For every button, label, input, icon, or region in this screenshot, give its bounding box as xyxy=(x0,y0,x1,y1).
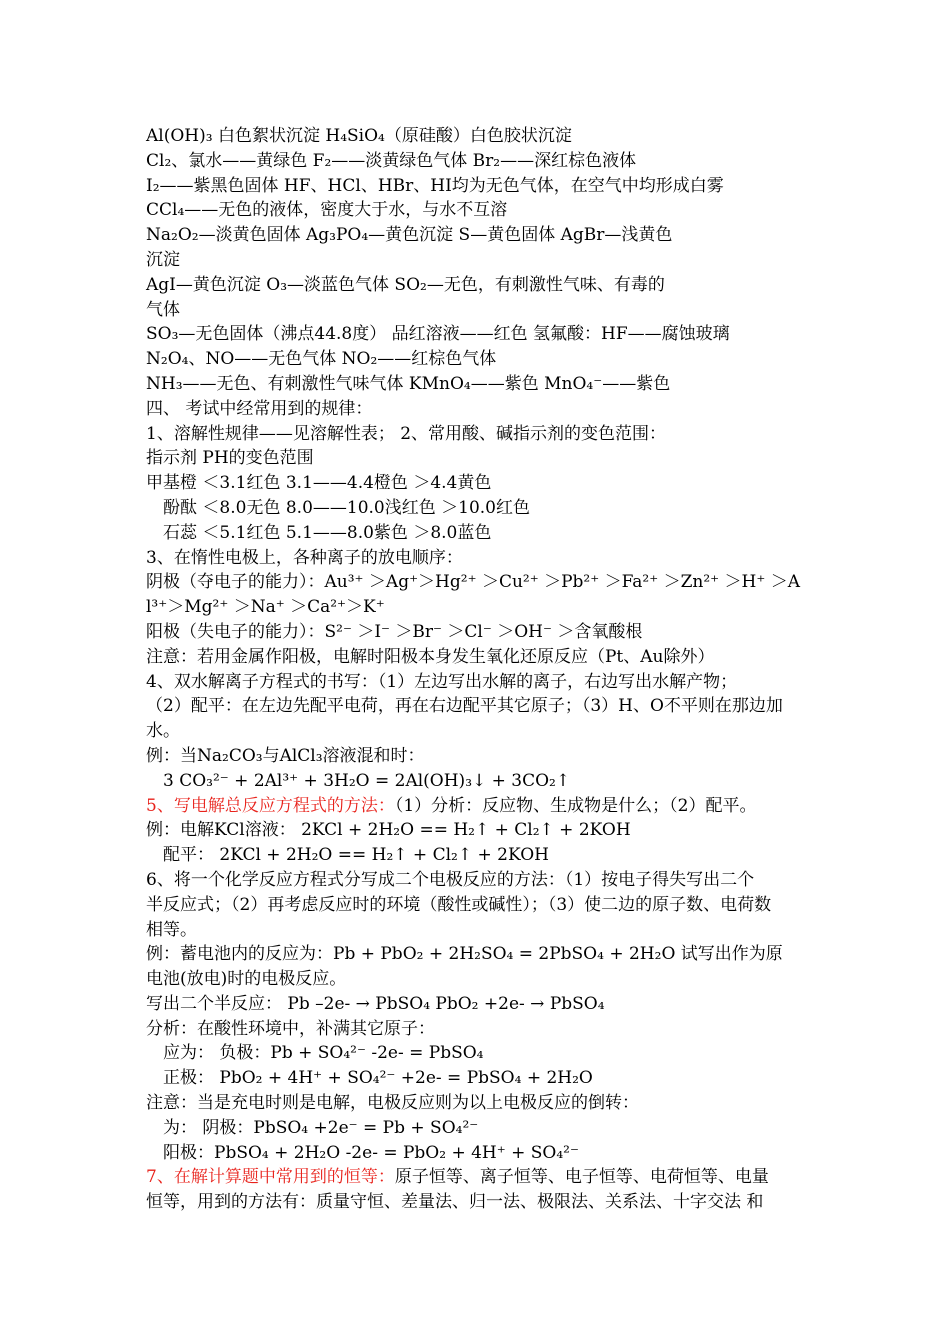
text-line xyxy=(146,546,816,571)
text-line xyxy=(146,992,816,1017)
line-text: 写出二个半反应： Pb –2e- → PbSO₄ PbO₂ +2e- → PbSO₄ xyxy=(146,993,605,1014)
text-line xyxy=(146,843,816,868)
text-line xyxy=(146,298,816,323)
text-line xyxy=(146,794,816,819)
text-line xyxy=(146,174,816,199)
text-line xyxy=(146,645,816,670)
line-text: CCl₄——无色的液体，密度大于水，与水不互溶 xyxy=(146,200,508,221)
text-line xyxy=(146,1041,816,1066)
text-line xyxy=(146,124,816,149)
section-heading: 5、写电解总反应方程式的方法： xyxy=(146,795,395,816)
line-text: Al(OH)₃ 白色絮状沉淀 H₄SiO₄（原硅酸）白色胶状沉淀 xyxy=(146,126,572,146)
line-text: NH₃——无色、有刺激性气味气体 KMnO₄——紫色 MnO₄⁻——紫色 xyxy=(146,373,671,394)
line-text: l³⁺＞Mg²⁺ ＞Na⁺ ＞Ca²⁺＞K⁺ xyxy=(146,597,385,618)
line-text: 甲基橙 ＜3.1红色 3.1——4.4橙色 ＞4.4黄色 xyxy=(146,473,492,494)
text-line xyxy=(146,149,816,174)
line-text: 3、在惰性电极上，各种离子的放电顺序： xyxy=(146,547,463,568)
text-line xyxy=(146,1165,816,1190)
line-text: 例：蓄电池内的反应为：Pb + PbO₂ + 2H₂SO₄ = 2PbSO₄ + 2H₂O 试写出作为原 xyxy=(146,944,783,965)
line-text: 石蕊 ＜5.1红色 5.1——8.0紫色 ＞8.0蓝色 xyxy=(163,522,492,543)
line-text: 四、 考试中经常用到的规律： xyxy=(146,398,373,419)
text-line xyxy=(146,273,816,298)
text-line xyxy=(146,521,816,546)
line-text: 指示剂 PH的变色范围 xyxy=(146,448,314,469)
document-body xyxy=(146,124,816,1215)
text-line xyxy=(146,670,816,695)
line-text: 水。 xyxy=(146,721,180,742)
text-line xyxy=(146,595,816,620)
line-text: （1）分析：反应物、生成物是什么；（2）配平。 xyxy=(394,795,757,816)
line-text: Cl₂、氯水——黄绿色 F₂——淡黄绿色气体 Br₂——深红棕色液体 xyxy=(146,150,637,171)
line-text: 4、双水解离子方程式的书写：（1）左边写出水解的离子，右边写出水解产物； xyxy=(146,671,738,692)
text-line xyxy=(146,223,816,248)
line-text: 正极： PbO₂ + 4H⁺ + SO₄²⁻ +2e- = PbSO₄ + 2H₂O xyxy=(163,1068,593,1089)
text-line xyxy=(146,818,816,843)
line-text: 注意：当是充电时则是电解，电极反应则为以上电极反应的倒转： xyxy=(146,1093,639,1114)
text-line xyxy=(146,868,816,893)
line-text: 酚酞 ＜8.0无色 8.0——10.0浅红色 ＞10.0红色 xyxy=(163,497,530,518)
text-line xyxy=(146,942,816,967)
text-line xyxy=(146,347,816,372)
text-line xyxy=(146,744,816,769)
text-line xyxy=(146,248,816,273)
text-line xyxy=(146,918,816,943)
line-text: I₂——紫黑色固体 HF、HCl、HBr、HI均为无色气体，在空气中均形成白雾 xyxy=(146,175,724,196)
text-line xyxy=(146,471,816,496)
text-line xyxy=(146,1190,816,1215)
text-line xyxy=(146,620,816,645)
text-line xyxy=(146,446,816,471)
line-text: 1、溶解性规律——见溶解性表； 2、常用酸、碱指示剂的变色范围： xyxy=(146,423,667,444)
line-text: 原子恒等、离子恒等、电子恒等、电荷恒等、电量 xyxy=(394,1167,769,1188)
line-text: 例：当Na₂CO₃与AlCl₃溶液混和时： xyxy=(146,745,425,766)
line-text: 3 CO₃²⁻ + 2Al³⁺ + 3H₂O = 2Al(OH)₃↓ + 3CO₂↑ xyxy=(163,770,571,791)
text-line xyxy=(146,694,816,719)
line-text: 阴极（夺电子的能力）：Au³⁺ ＞Ag⁺＞Hg²⁺ ＞Cu²⁺ ＞Pb²⁺ ＞Fa²⁺ ＞Zn²⁺ ＞H⁺ ＞A xyxy=(146,572,801,593)
text-line xyxy=(146,198,816,223)
line-text: AgI—黄色沉淀 O₃—淡蓝色气体 SO₂—无色，有刺激性气味、有毒的 xyxy=(146,274,665,295)
line-text: 应为： 负极：Pb + SO₄²⁻ -2e- = PbSO₄ xyxy=(163,1043,484,1064)
text-line xyxy=(146,422,816,447)
line-text: 恒等，用到的方法有：质量守恒、差量法、归一法、极限法、关系法、十字交法 和 xyxy=(146,1192,764,1213)
line-text: 注意：若用金属作阳极，电解时阳极本身发生氧化还原反应（Pt、Au除外） xyxy=(146,646,715,667)
line-text: 6、将一个化学反应方程式分写成二个电极反应的方法：（1）按电子得失写出二个 xyxy=(146,869,755,890)
text-line xyxy=(146,893,816,918)
text-line xyxy=(146,1017,816,1042)
line-text: 分析：在酸性环境中，补满其它原子： xyxy=(146,1018,435,1039)
text-line xyxy=(146,496,816,521)
text-line xyxy=(146,397,816,422)
text-line xyxy=(146,372,816,397)
line-text: N₂O₄、NO——无色气体 NO₂——红棕色气体 xyxy=(146,349,497,370)
text-line xyxy=(146,1116,816,1141)
line-text: （2）配平：在左边先配平电荷，再在右边配平其它原子；（3）H、O不平则在那边加 xyxy=(146,696,783,717)
line-text: 电池(放电)时的电极反应。 xyxy=(146,969,347,990)
line-text: 例：电解KCl溶液： 2KCl + 2H₂O == H₂↑ + Cl₂↑ + 2KOH xyxy=(146,820,631,841)
text-line xyxy=(146,1141,816,1166)
line-text: 为： 阴极：PbSO₄ +2e⁻ = Pb + SO₄²⁻ xyxy=(163,1117,479,1138)
line-text: 配平： 2KCl + 2H₂O == H₂↑ + Cl₂↑ + 2KOH xyxy=(163,845,549,866)
line-text: 半反应式；（2）再考虑反应时的环境（酸性或碱性）；（3）使二边的原子数、电荷数 xyxy=(146,894,772,915)
text-line xyxy=(146,1091,816,1116)
line-text: SO₃—无色固体（沸点44.8度） 品红溶液——红色 氢氟酸：HF——腐蚀玻璃 xyxy=(146,324,730,345)
line-text: 相等。 xyxy=(146,919,197,940)
line-text: Na₂O₂—淡黄色固体 Ag₃PO₄—黄色沉淀 S—黄色固体 AgBr—浅黄色 xyxy=(146,225,673,246)
text-line xyxy=(146,1066,816,1091)
text-line xyxy=(146,967,816,992)
line-text: 阳极：PbSO₄ + 2H₂O -2e- = PbO₂ + 4H⁺ + SO₄²⁻ xyxy=(163,1142,579,1163)
line-text: 沉淀 xyxy=(146,249,180,270)
text-line xyxy=(146,719,816,744)
section-heading: 7、在解计算题中常用到的恒等： xyxy=(146,1167,395,1188)
text-line xyxy=(146,570,816,595)
line-text: 气体 xyxy=(146,299,180,320)
line-text: 阳极（失电子的能力）：S²⁻ ＞I⁻ ＞Br⁻ ＞Cl⁻ ＞OH⁻ ＞含氧酸根 xyxy=(146,621,643,642)
text-line xyxy=(146,322,816,347)
text-line xyxy=(146,769,816,794)
